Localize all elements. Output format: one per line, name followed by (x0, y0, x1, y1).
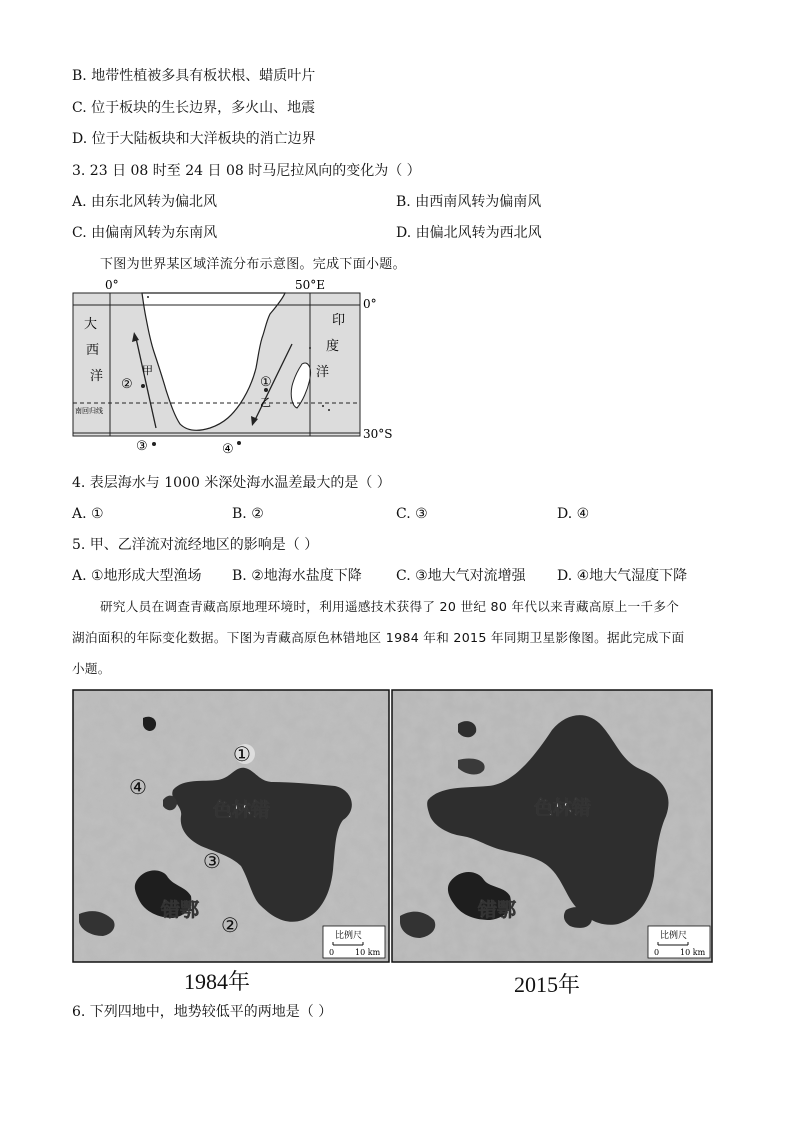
intro-ocean-current: 下图为世界某区域洋流分布示意图。完成下面小题。 (100, 257, 406, 272)
q3-stem: 3. 23 日 08 时至 24 日 08 时马尼拉风向的变化为（ ） (72, 163, 421, 179)
satellite-image-2015 (392, 690, 712, 962)
point-1-label: ① (260, 375, 272, 390)
q4-option-b: B. ② (232, 506, 264, 522)
scale-ten-1984: 10 km (355, 948, 381, 957)
current-yi-label: 乙 (260, 396, 271, 409)
scale-zero-1984: 0 (329, 948, 335, 957)
scale-zero-2015: 0 (654, 948, 660, 957)
q5-option-d: D. ④地大气湿度下降 (557, 568, 688, 584)
point-3-label-1984: ③ (203, 849, 221, 873)
q4-stem: 4. 表层海水与 1000 米深处海水温差最大的是（ ） (72, 475, 391, 491)
q5-stem: 5. 甲、乙洋流对流经地区的影响是（ ） (72, 537, 319, 553)
lake-main-label-2015: 色林错 (534, 797, 592, 819)
q3-option-a: A. 由东北风转为偏北风 (72, 194, 218, 210)
q3-option-b: B. 由西南风转为偏南风 (396, 194, 542, 210)
q3-option-c: C. 由偏南风转为东南风 (72, 225, 218, 241)
atlantic-label-1: 大 (84, 317, 98, 332)
ocean-current-map (70, 278, 400, 457)
q2-option-c: C. 位于板块的生长边界，多火山、地震 (72, 100, 316, 116)
q5-option-a: A. ①地形成大型渔场 (72, 568, 202, 584)
current-jia-label: 甲 (142, 364, 153, 377)
q3-option-d: D. 由偏北风转为西北风 (396, 225, 542, 241)
q4-option-c: C. ③ (396, 506, 428, 522)
lat-0-label: 0° (363, 297, 377, 311)
intro-lake-line-3: 小题。 (72, 661, 111, 676)
scale-ten-2015: 10 km (680, 948, 706, 957)
q2-option-b: B. 地带性植被多具有板状根、蜡质叶片 (72, 68, 316, 84)
intro-lake-line-2: 湖泊面积的年际变化数据。下图为青藏高原色林错地区 1984 年和 2015 年同期卫星影像图。据此完成下面 (72, 630, 685, 645)
q4-option-d: D. ④ (557, 506, 590, 522)
q5-option-c: C. ③地大气对流增强 (396, 568, 526, 584)
indian-label-2: 度 (326, 339, 340, 354)
q5-option-b: B. ②地海水盐度下降 (232, 568, 362, 584)
lake-small-label-2015: 错鄂 (478, 899, 517, 921)
caption-1984: 1984年 (184, 969, 251, 994)
point-4-label: ④ (222, 442, 234, 457)
lake-main-label-1984: 色林错 (213, 799, 271, 821)
point-3-label: ③ (136, 439, 148, 454)
lon-0-label: 0° (105, 278, 119, 292)
q6-stem: 6. 下列四地中，地势较低平的两地是（ ） (72, 1004, 333, 1020)
atlantic-label-3: 洋 (90, 369, 104, 384)
lon-50e-label: 50°E (295, 278, 326, 292)
point-4-label-1984: ④ (129, 775, 147, 799)
point-1-label-1984: ① (233, 742, 251, 766)
caption-2015: 2015年 (514, 972, 581, 997)
q2-option-d: D. 位于大陆板块和大洋板块的消亡边界 (72, 131, 316, 147)
point-2-label-1984: ② (221, 913, 239, 937)
lake-small-label-1984: 错鄂 (161, 899, 200, 921)
scale-title-2015: 比例尺 (660, 931, 688, 941)
lat-30s-label: 30°S (363, 427, 393, 441)
intro-lake-line-1: 研究人员在调查青藏高原地理环境时，利用遥感技术获得了 20 世纪 80 年代以来青藏高原上一千多个 (100, 599, 680, 614)
satellite-image-1984 (73, 690, 389, 962)
indian-label-1: 印 (332, 313, 346, 328)
tropic-label: 南回归线 (75, 407, 103, 415)
point-2-label: ② (121, 377, 133, 392)
scale-title-1984: 比例尺 (335, 931, 363, 941)
indian-label-3: 洋 (316, 365, 330, 380)
atlantic-label-2: 西 (86, 343, 100, 358)
q4-option-a: A. ① (72, 506, 104, 522)
